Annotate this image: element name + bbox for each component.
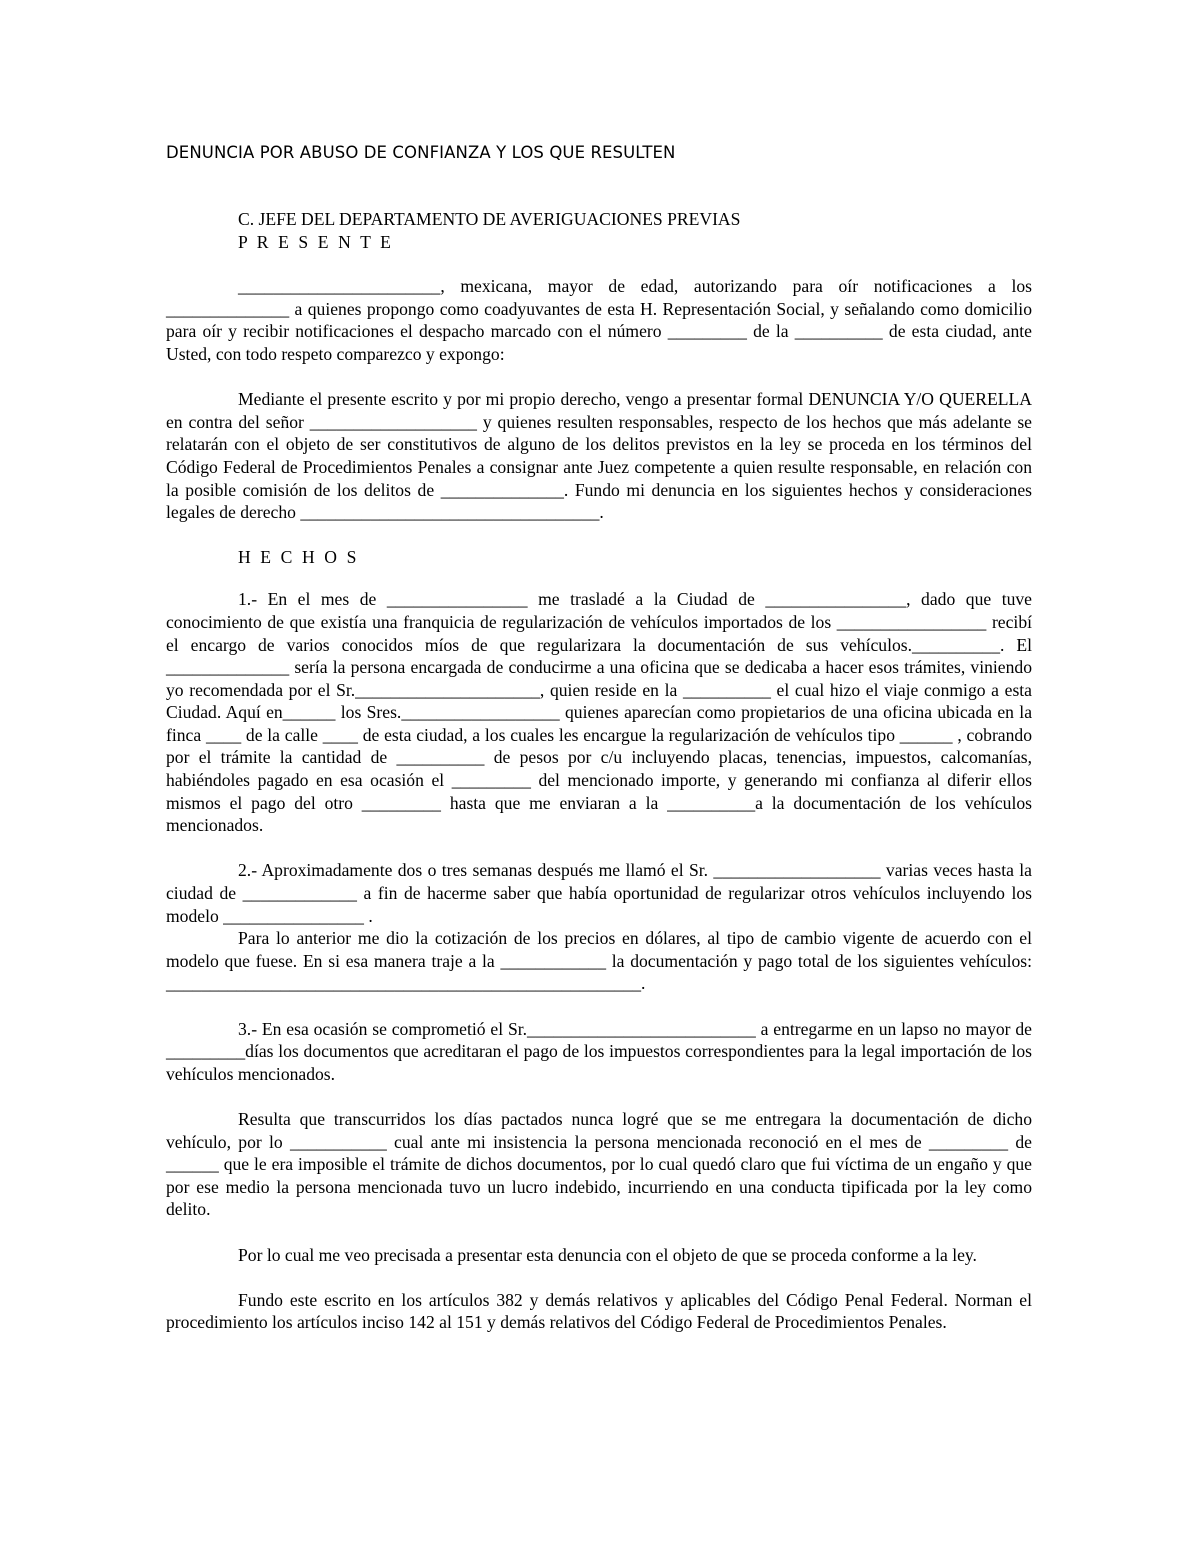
hecho-3-paragraph: 3.- En esa ocasión se comprometió el Sr.__________________________ a entregarme en un lapso no mayor de _________días los documentos que acreditaran el pago de los impuestos correspondientes para la legal importación de los vehículos mencionados. (166, 1018, 1032, 1084)
resulta-paragraph: Resulta que transcurridos los días pactados nunca logré que se me entregara la documentación de dicho vehículo, por lo ___________ cual ante mi insistencia la persona mencionada reconoció en el mes de _________ de ______ que le era imposible el trámite de dichos documentos, por lo cual quedó claro que fui víctima de un engaño y que por ese medio la persona mencionada tuvo un lucro indebido, incurriendo en una conducta tipificada por la ley como delito. (166, 1108, 1032, 1220)
hechos-heading: H E C H O S (238, 546, 359, 567)
addressee-block (238, 208, 1032, 253)
presente: P R E S E N T E (238, 231, 394, 252)
denuncia-paragraph: Mediante el presente escrito y por mi propio derecho, vengo a presentar formal DENUNCIA Y/O QUERELLA en contra del señor ___________________ y quienes resulten responsables, respecto de los hechos que más adelante se relatarán con el objeto de ser constitutivos de alguno de los delitos previstos en la ley se proceda en los términos del Código Federal de Procedimientos Penales a consignar ante Juez competente a quien resulte responsable, en relación con la posible comisión de los delitos de ______________. Fundo mi denuncia en los siguientes hechos y consideraciones legales de derecho __________________________________. (166, 389, 1032, 523)
hecho-2b-paragraph: Para lo anterior me dio la cotización de los precios en dólares, al tipo de cambio vigente de acuerdo con el modelo que fuese. En si esa manera traje a la ____________ la documentación y pago total de los siguientes vehículos: ______________________________________________________. (166, 928, 1032, 994)
addressee: C. JEFE DEL DEPARTAMENTO DE AVERIGUACIONES PREVIAS (238, 209, 741, 229)
hecho-1-paragraph: 1.- En el mes de ________________ me trasladé a la Ciudad de ________________, dado que tuve conocimiento de que existía una franquicia de regularización de vehículos importados de los _________________ recibí el encargo de varios conocidos míos de que regularizara la documentación de sus vehículos.__________. El ______________ sería la persona encargada de conducirme a una oficina que se dedicaba a hacer esos trámites, viniendo yo recomendada por el Sr._____________________, quien reside en la __________ el cual hizo el viaje conmigo a esta Ciudad. Aquí en______ los Sres.__________________ quienes aparecían como propietarios de una oficina ubicada en la finca ____ de la calle ____ de esta ciudad, a los cuales les encargue la regularización de vehículos tipo ______ , cobrando por el trámite la cantidad de __________ de pesos por c/u incluyendo placas, tenencias, impuestos, calcomanías, habiéndoles pagado en esa ocasión el _________ del mencionado importe, y generando mi confianza al diferir ellos mismos el pago del otro _________ hasta que me enviaran a la __________a la documentación de los vehículos mencionados. (166, 589, 1032, 836)
document-body (166, 208, 1032, 1334)
por-lo-paragraph: Por lo cual me veo precisada a presentar esta denuncia con el objeto de que se proceda conforme a la ley. (238, 1244, 977, 1265)
document-title: DENUNCIA POR ABUSO DE CONFIANZA Y LOS QUE RESULTEN (166, 143, 676, 162)
fundo-paragraph: Fundo este escrito en los artículos 382 y demás relativos y aplicables del Código Penal Federal. Norman el procedimiento los artículos inciso 142 al 151 y demás relativos del Código Federal de Procedimientos Penales. (166, 1289, 1032, 1333)
intro-paragraph: _______________________, mexicana, mayor de edad, autorizando para oír notificaciones a los ______________ a quienes propongo como coadyuvantes de esta H. Representación Social, y señalando como domicilio para oír y recibir notificaciones el despacho marcado con el número _________ de la __________ de esta ciudad, ante Usted, con todo respeto comparezco y expongo: (166, 276, 1032, 364)
hecho-2-paragraph: 2.- Aproximadamente dos o tres semanas después me llamó el Sr. ___________________ varias veces hasta la ciudad de _____________ a fin de hacerme saber que había oportunidad de regularizar otros vehículos incluyendo los modelo ________________ . (166, 860, 1032, 926)
